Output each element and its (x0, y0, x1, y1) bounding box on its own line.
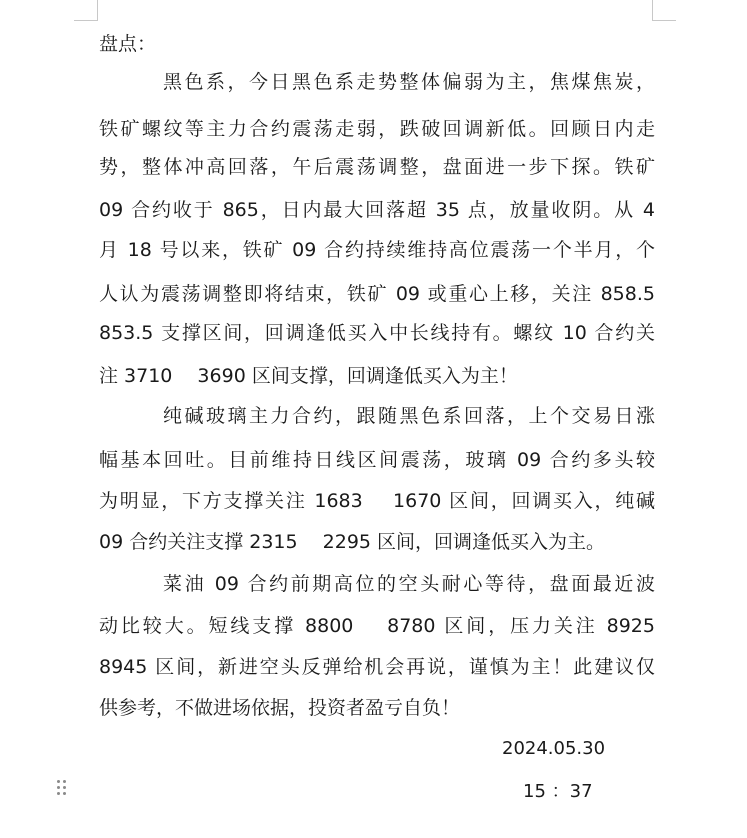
paragraph-line: 供参考，不做进场依据，投资者盈亏自负！ (99, 697, 461, 719)
paragraph-line: 注 3710 3690 区间支撑，回调逢低买入为主！ (99, 365, 518, 387)
drag-handle-icon[interactable] (57, 780, 67, 796)
paragraph-line: 为明显，下方支撑关注 1683 1670 区间，回调买入，纯碱 (99, 490, 655, 512)
paragraph-line: 人认为震荡调整即将结束，铁矿 09 或重心上移，关注 858.5 (99, 283, 655, 305)
paragraph-line: 纯碱玻璃主力合约，跟随黑色系回落，上个交易日涨 (163, 405, 655, 427)
paragraph-line: 铁矿螺纹等主力合约震荡走弱，跌破回调新低。回顾日内走 (99, 118, 655, 140)
paragraph-line: 势，整体冲高回落，午后震荡调整，盘面进一步下探。铁矿 (99, 156, 655, 178)
page-corner-mark-top-left (74, 0, 98, 21)
document-time: 15 ：37 (523, 781, 593, 802)
paragraph-line: 菜油 09 合约前期高位的空头耐心等待，盘面最近波 (163, 573, 655, 595)
paragraph-line: 09 合约收于 865，日内最大回落超 35 点，放量收阴。从 4 (99, 199, 655, 221)
paragraph-line: 动比较大。短线支撑 8800 8780 区间，压力关注 8925 (99, 615, 655, 637)
paragraph-line: 幅基本回吐。目前维持日线区间震荡，玻璃 09 合约多头较 (99, 449, 655, 471)
page-corner-mark-top-right (652, 0, 676, 21)
paragraph-line: 853.5 支撑区间，回调逢低买入中长线持有。螺纹 10 合约关 (99, 322, 655, 344)
paragraph-line: 09 合约关注支撑 2315 2295 区间，回调逢低买入为主。 (99, 531, 606, 553)
document-date: 2024.05.30 (502, 738, 606, 759)
paragraph-line: 8945 区间，新进空头反弹给机会再说，谨慎为主！此建议仅 (99, 656, 655, 678)
paragraph-line: 黑色系，今日黑色系走势整体偏弱为主，焦煤焦炭， (163, 71, 655, 93)
document-heading: 盘点： (99, 33, 157, 55)
paragraph-line: 月 18 号以来，铁矿 09 合约持续维持高位震荡一个半月，个 (99, 239, 655, 261)
